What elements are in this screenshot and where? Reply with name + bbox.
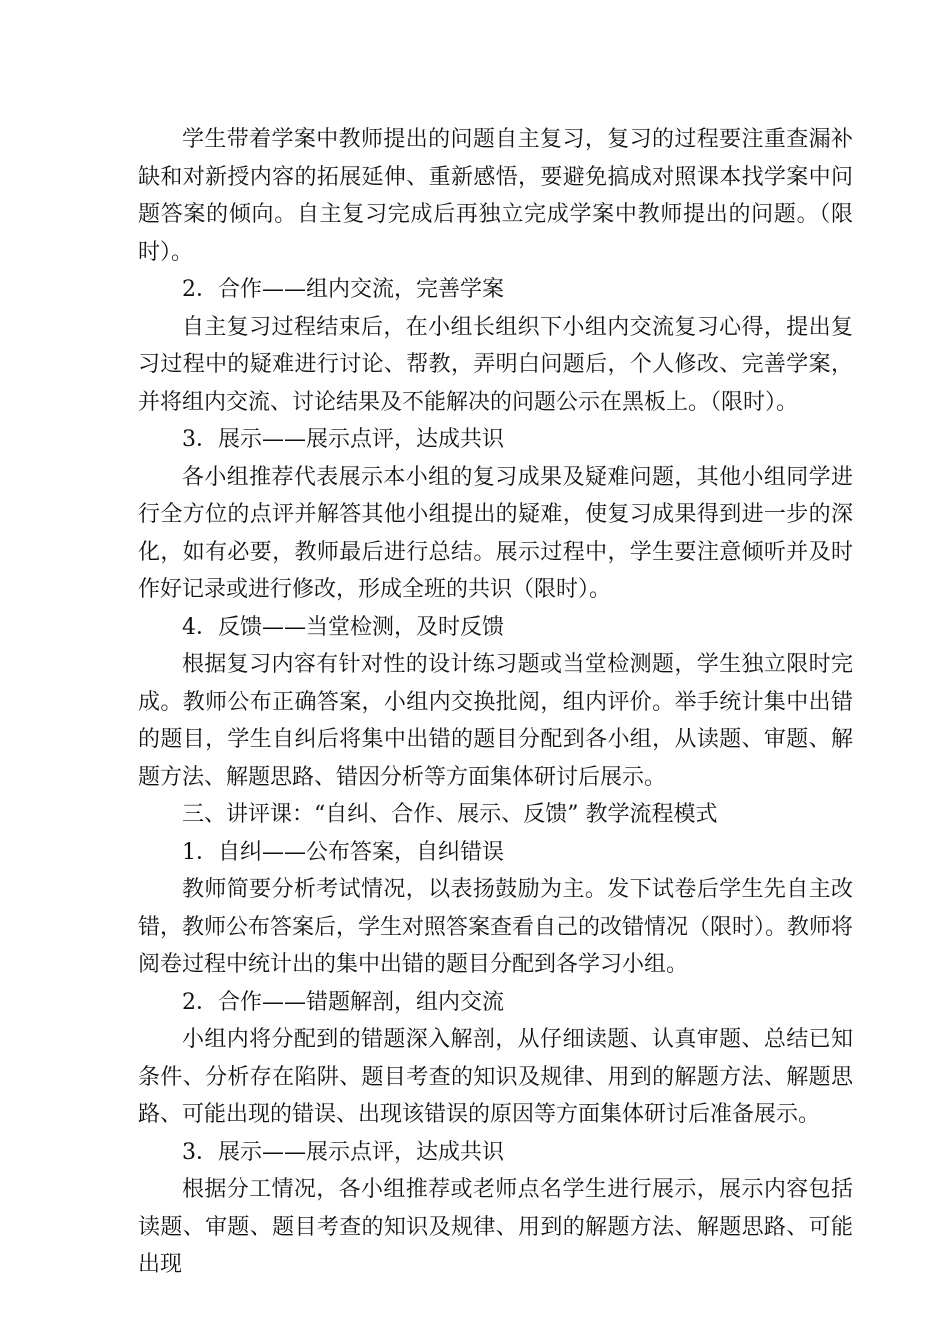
section-heading: 2．合作——错题解剖，组内交流 (182, 989, 504, 1015)
section-heading: 3．展示——展示点评，达成共识 (182, 427, 504, 452)
section-heading: 2．合作——组内交流，完善学案 (182, 277, 504, 302)
paragraph: 各小组推荐代表展示本小组的复习成果及疑难问题，其他小组同学进行全方位的点评并解答其他小组提出的疑难，使复习成果得到进一步的深化，如有必要，教师最后进行总结。展示过程中，学生要注意倾听并及时作好记录或进行修改，形成全班的共识（限时）。 (138, 464, 853, 602)
paragraph: 自主复习过程结束后，在小组长组织下小组内交流复习心得，提出复习过程中的疑难进行讨论、帮教，弄明白问题后，个人修改、完善学案，并将组内交流、讨论结果及不能解决的问题公示在黑板上。（限时）。 (138, 314, 853, 415)
document-page (138, 121, 853, 1284)
paragraph: 小组内将分配到的错题深入解剖，从仔细读题、认真审题、总结已知条件、分析存在陷阱、题目考查的知识及规律、用到的解题方法、解题思路、可能出现的错误、出现该错误的原因等方面集体研讨后准备展示。 (138, 1027, 853, 1127)
paragraph: 根据复习内容有针对性的设计练习题或当堂检测题，学生独立限时完成。教师公布正确答案，小组内交换批阅，组内评价。举手统计集中出错的题目，学生自纠后将集中出错的题目分配到各小组，从读题、审题、解题方法、解题思路、错因分析等方面集体研讨后展示。 (138, 652, 853, 790)
section-heading: 4．反馈——当堂检测，及时反馈 (182, 614, 504, 640)
chapter-heading: 三、讲评课：“自纠、合作、展示、反馈” 教学流程模式 (182, 802, 718, 827)
paragraph: 学生带着学案中教师提出的问题自主复习，复习的过程要注重查漏补缺和对新授内容的拓展延伸、重新感悟，要避免搞成对照课本找学案中问题答案的倾向。自主复习完成后再独立完成学案中教师提出的问题。（限时）。 (138, 127, 853, 265)
section-heading: 1．自纠——公布答案，自纠错误 (182, 839, 504, 865)
paragraph: 教师简要分析考试情况，以表扬鼓励为主。发下试卷后学生先自主改错，教师公布答案后，学生对照答案查看自己的改错情况（限时）。教师将阅卷过程中统计出的集中出错的题目分配到各学习小组。 (138, 877, 854, 977)
paragraph: 根据分工情况，各小组推荐或老师点名学生进行展示，展示内容包括读题、审题、题目考查的知识及规律、用到的解题方法、解题思路、可能出现 (138, 1177, 853, 1277)
section-heading: 3．展示——展示点评，达成共识 (182, 1139, 504, 1165)
